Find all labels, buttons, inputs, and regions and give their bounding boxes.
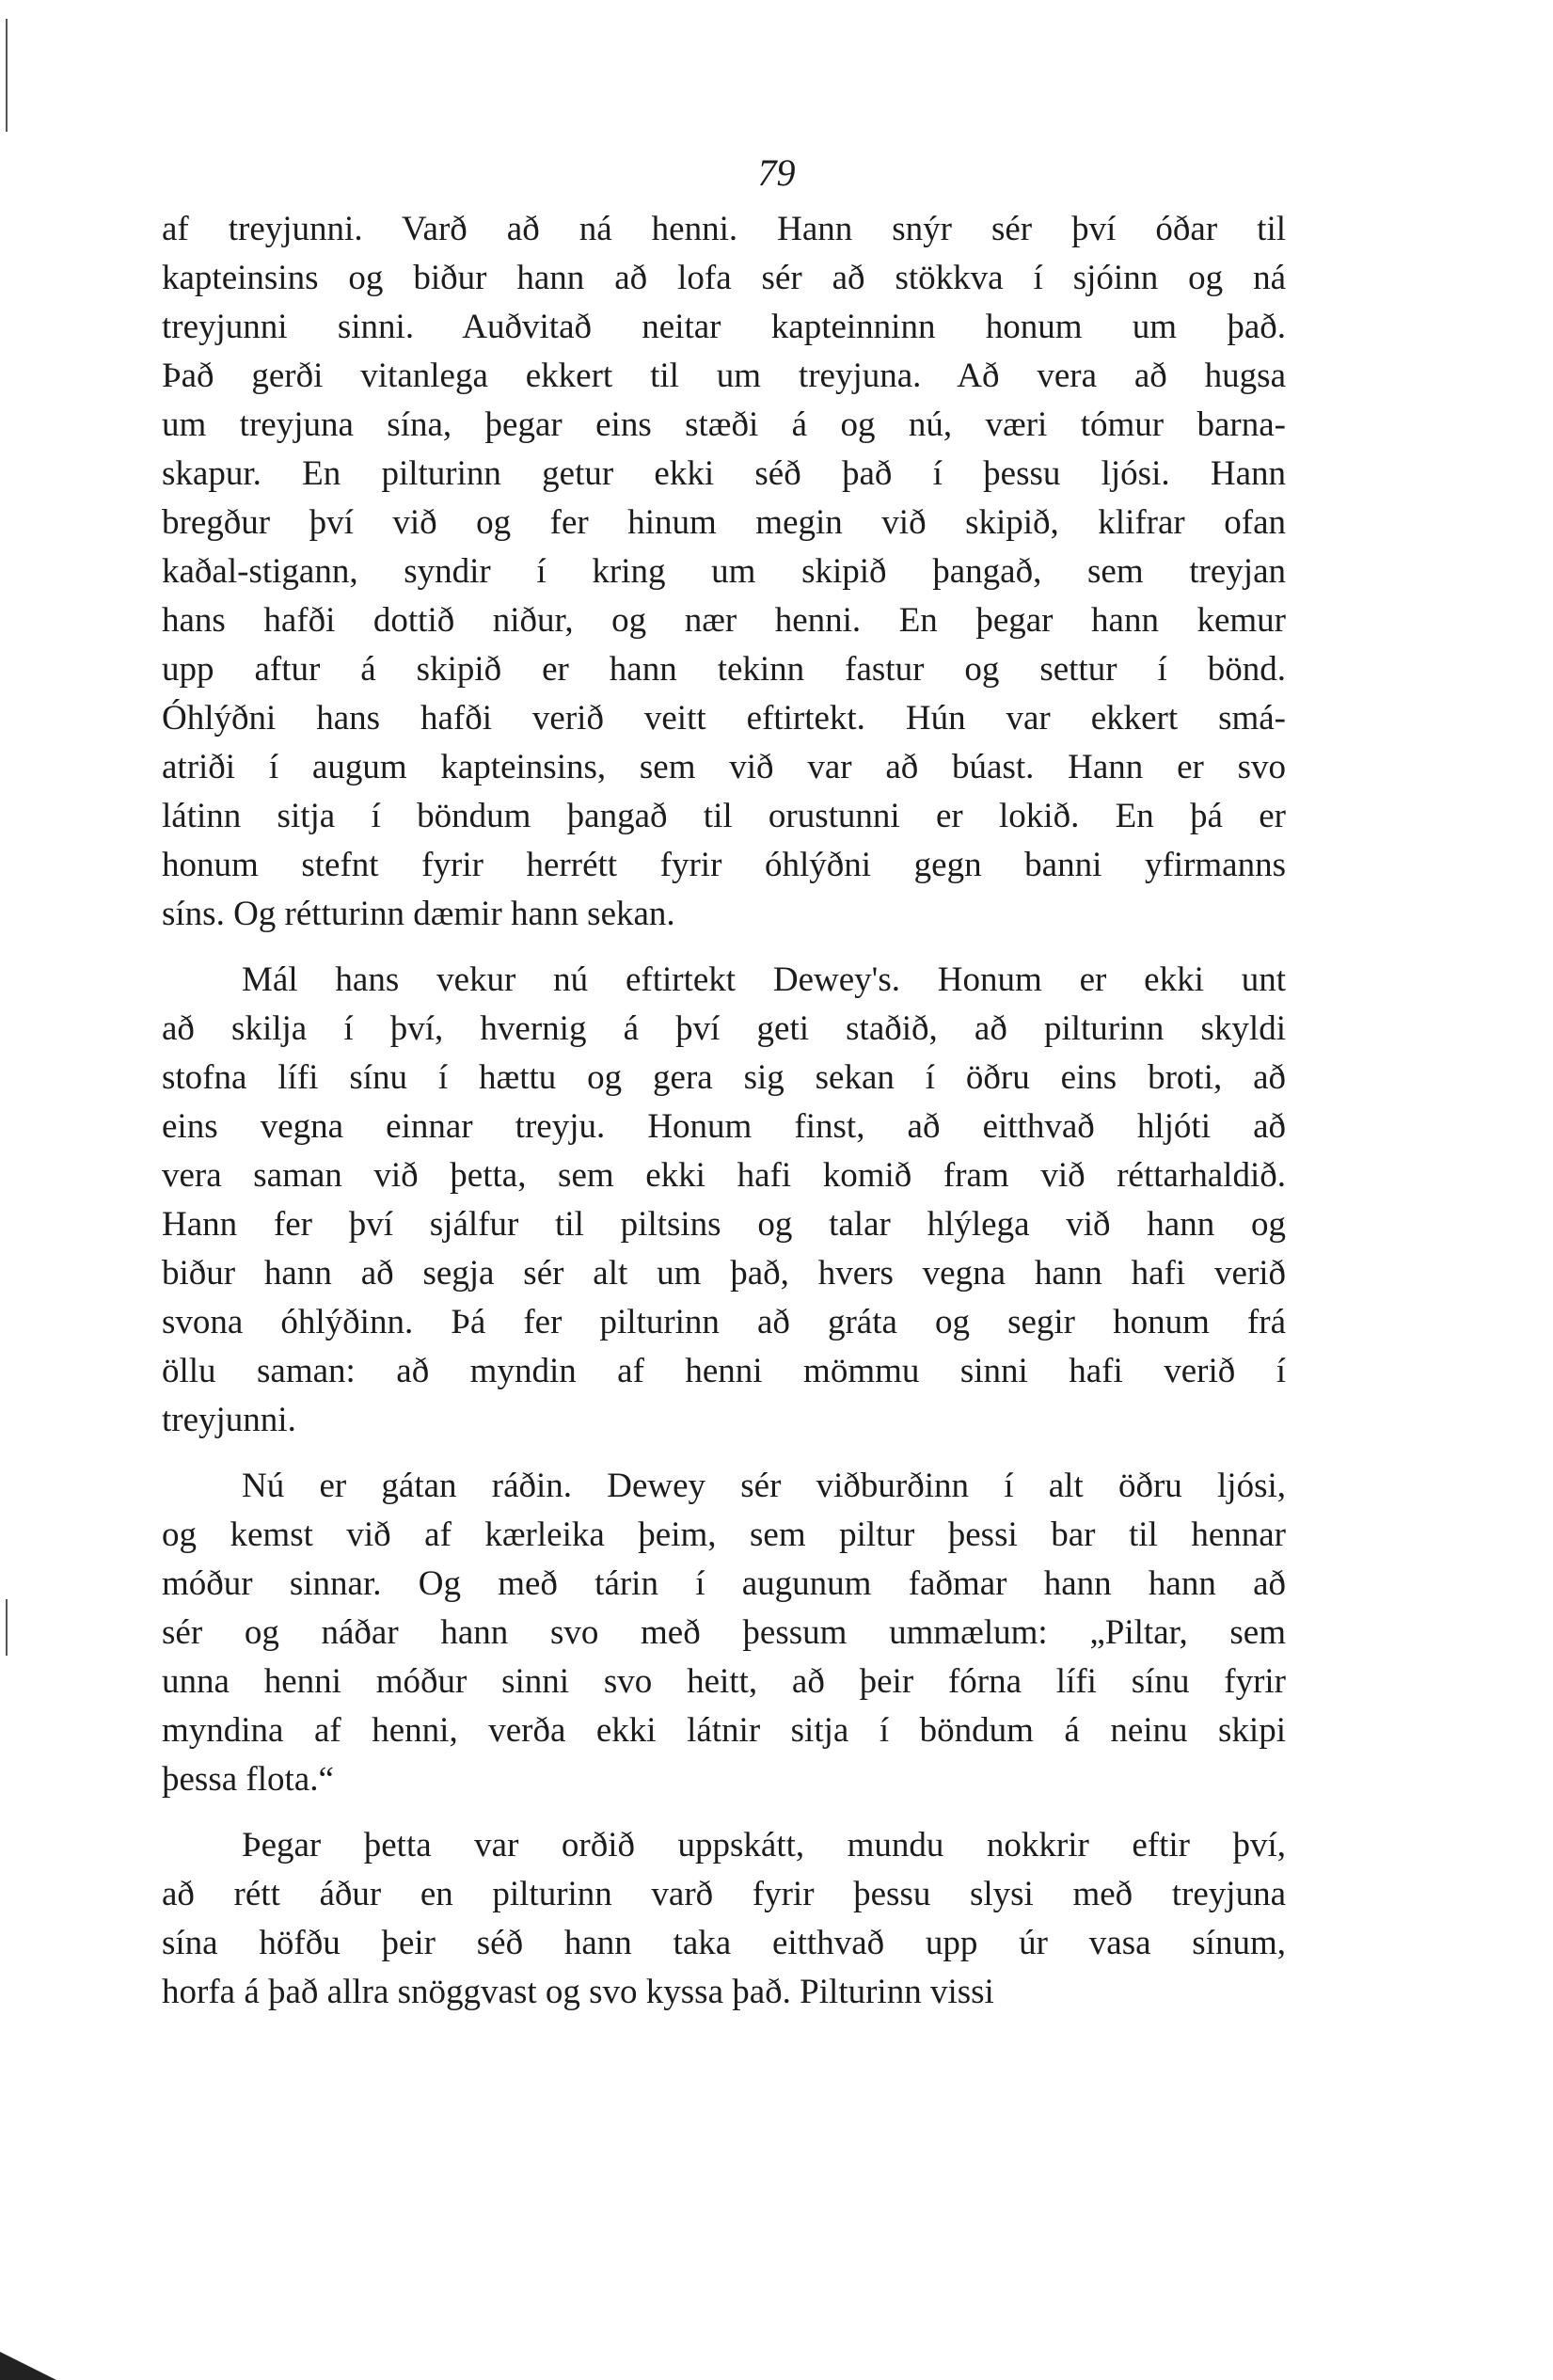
text-line: um treyjuna sína, þegar eins stæði á og nú, væri tómur barna- bbox=[162, 405, 1286, 444]
page-edge-line bbox=[6, 19, 8, 132]
text-line: hans hafði dottið niður, og nær henni. En þegar hann kemur bbox=[162, 601, 1286, 640]
text-line: Mál hans vekur nú eftirtekt Dewey's. Honum er ekki unt bbox=[242, 960, 1286, 999]
text-line: Óhlýðni hans hafði verið veitt eftirtekt. Hún var ekkert smá- bbox=[162, 699, 1286, 738]
text-line: vera saman við þetta, sem ekki hafi komið fram við réttarhaldið. bbox=[162, 1156, 1286, 1195]
paragraph bbox=[162, 1821, 1286, 2017]
page-edge-line bbox=[6, 1599, 8, 1656]
text-line: unna henni móður sinni svo heitt, að þeir fórna lífi sínu fyrir bbox=[162, 1662, 1286, 1701]
text-line: látinn sitja í böndum þangað til orustunni er lokið. En þá er bbox=[162, 797, 1286, 835]
text-line: treyjunni sinni. Auðvitað neitar kapteinninn honum um það. bbox=[162, 308, 1286, 346]
text-line: Það gerði vitanlega ekkert til um treyjuna. Að vera að hugsa bbox=[162, 357, 1286, 395]
paragraph bbox=[162, 956, 1286, 1445]
text-line: þessa flota.“ bbox=[162, 1760, 334, 1799]
text-line: stofna lífi sínu í hættu og gera sig sekan í öðru eins broti, að bbox=[162, 1058, 1286, 1097]
text-line: sér og náðar hann svo með þessum ummælum: „Piltar, sem bbox=[162, 1613, 1286, 1652]
paragraph-gap bbox=[162, 1445, 1286, 1462]
text-line: bregður því við og fer hinum megin við skipið, klifrar ofan bbox=[162, 503, 1286, 542]
text-line: og kemst við af kærleika þeim, sem piltur þessi bar til hennar bbox=[162, 1515, 1286, 1554]
text-line: myndina af henni, verða ekki látnir sitja í böndum á neinu skipi bbox=[162, 1711, 1286, 1750]
page-number: 79 bbox=[757, 151, 796, 194]
text-line: kaðal-stigann, syndir í kring um skipið þangað, sem treyjan bbox=[162, 552, 1286, 591]
text-line: síns. Og rétturinn dæmir hann sekan. bbox=[162, 895, 675, 933]
body-text bbox=[162, 205, 1286, 2017]
text-line: Hann fer því sjálfur til piltsins og talar hlýlega við hann og bbox=[162, 1205, 1286, 1244]
text-line: af treyjunni. Varð að ná henni. Hann snýr sér því óðar til bbox=[162, 210, 1286, 248]
text-line: að skilja í því, hvernig á því geti staðið, að pilturinn skyldi bbox=[162, 1009, 1286, 1048]
text-line: treyjunni. bbox=[162, 1401, 296, 1439]
text-line: atriði í augum kapteinsins, sem við var að búast. Hann er svo bbox=[162, 748, 1286, 786]
paragraph bbox=[162, 205, 1286, 939]
text-line: horfa á það allra snöggvast og svo kyssa það. Pilturinn vissi bbox=[162, 1973, 994, 2011]
text-line: öllu saman: að myndin af henni mömmu sinni hafi verið í bbox=[162, 1352, 1286, 1390]
paragraph-gap bbox=[162, 1804, 1286, 1821]
paragraph-gap bbox=[162, 939, 1286, 956]
paragraph bbox=[162, 1462, 1286, 1804]
text-line: kapteinsins og biður hann að lofa sér að stökkva í sjóinn og ná bbox=[162, 259, 1286, 297]
text-line: biður hann að segja sér alt um það, hvers vegna hann hafi verið bbox=[162, 1254, 1286, 1293]
text-line: Þegar þetta var orðið uppskátt, mundu nokkrir eftir því, bbox=[242, 1826, 1286, 1864]
text-line: móður sinnar. Og með tárin í augunum faðmar hann hann að bbox=[162, 1564, 1286, 1603]
text-line: upp aftur á skipið er hann tekinn fastur og settur í bönd. bbox=[162, 650, 1286, 689]
text-line: honum stefnt fyrir herrétt fyrir óhlýðni gegn banni yfirmanns bbox=[162, 846, 1286, 884]
text-line: eins vegna einnar treyju. Honum finst, að eitthvað hljóti að bbox=[162, 1107, 1286, 1146]
text-line: skapur. En pilturinn getur ekki séð það í þessu ljósi. Hann bbox=[162, 454, 1286, 493]
binding-shadow bbox=[0, 2352, 56, 2380]
text-line: sína höfðu þeir séð hann taka eitthvað upp úr vasa sínum, bbox=[162, 1924, 1286, 1962]
text-line: svona óhlýðinn. Þá fer pilturinn að gráta og segir honum frá bbox=[162, 1303, 1286, 1341]
text-line: Nú er gátan ráðin. Dewey sér viðburðinn í alt öðru ljósi, bbox=[242, 1467, 1286, 1505]
text-line: að rétt áður en pilturinn varð fyrir þessu slysi með treyjuna bbox=[162, 1875, 1286, 1913]
